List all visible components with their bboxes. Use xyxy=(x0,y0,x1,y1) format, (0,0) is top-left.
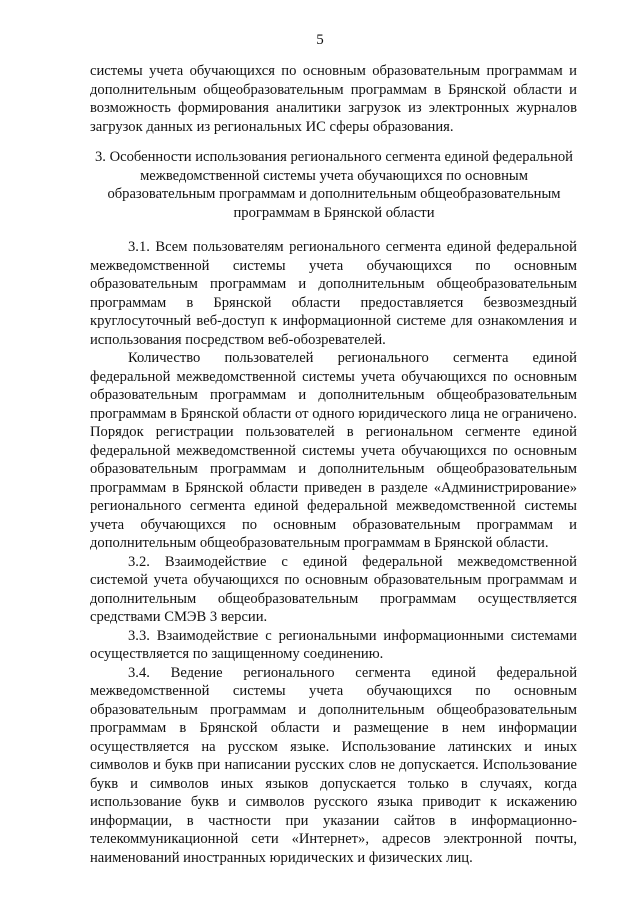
section-heading: 3. Особенности использования регионального сегмента единой федеральной межведомственной системы учета обучающихся по основным образовательным программам и дополнительным общеобразовательным программам в Брянской области xyxy=(95,149,573,221)
section-body xyxy=(90,238,577,867)
paragraph-3-4: 3.4. Ведение регионального сегмента единой федеральной межведомственной системы учета обучающихся по основным образовательным программам и дополнительным общеобразовательным программам в Брянской области и размещение в нем информации осуществляется на русском языке. Использование латинских и иных символов и букв при написании русских слов не допускается. Использование букв и символов иных языков допускается только в случаях, когда использование букв и символов русского языка приводит к искажению информации, в частности при указании сайтов в информационно-телекоммуникационной сети «Интернет», адресов электронной почты, наименований иностранных юридических и физических лиц. xyxy=(90,664,577,866)
paragraph-user-count: Количество пользователей регионального сегмента единой федеральной межведомственной системы учета обучающихся по основным образовательным программам и дополнительным общеобразовательным программам в Брянской области от одного юридического лица не ограничено. Порядок регистрации пользователей в региональном сегменте единой федеральной межведомственной системы учета обучающихся по основным образовательным программам и дополнительным общеобразовательным программам в Брянской области приведен в разделе «Администрирование» регионального сегмента единой федеральной межведомственной системы учета обучающихся по основным образовательным программам и дополнительным общеобразовательным программам в Брянской области. xyxy=(90,350,577,551)
intro-paragraph: системы учета обучающихся по основным образовательным программам и дополнительным общеобразовательным программам в Брянской области и возможность формирования аналитики загрузок из электронных журналов загрузок данных из региональных ИС сферы образования. xyxy=(90,63,577,135)
paragraph-3-3: 3.3. Взаимодействие с региональными информационными системами осуществляется по защищенному соединению. xyxy=(90,627,577,662)
paragraph-3-2: 3.2. Взаимодействие с единой федеральной межведомственной системой учета обучающихся по основным образовательным программам и дополнительным общеобразовательным программам осуществляется средствами СМЭВ 3 версии. xyxy=(90,553,577,625)
paragraph-3-1: 3.1. Всем пользователям регионального сегмента единой федеральной межведомственной системы учета обучающихся по основным образовательным программам и дополнительным общеобразовательным программам в Брянской области предоставляется безвозмездный круглосуточный веб-доступ к информационной системе для ознакомления и использования посредством веб-обозревателей. xyxy=(90,239,577,348)
page-number: 5 xyxy=(316,32,324,48)
